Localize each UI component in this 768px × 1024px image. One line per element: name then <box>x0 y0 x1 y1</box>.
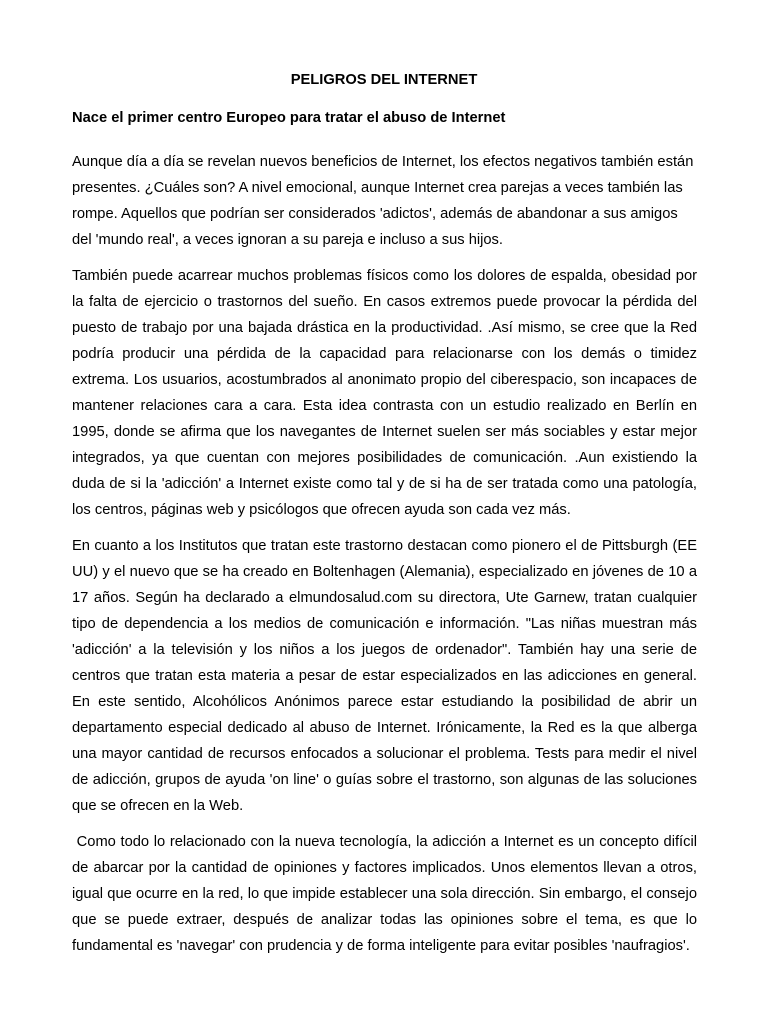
paragraph-2: También puede acarrear muchos problemas físicos como los dolores de espalda, obesidad por la falta de ejercicio o trastornos del sueño. En casos extremos puede provocar la pérdida del puesto de trabajo por una bajada drástica en la productividad. .Así mismo, se cree que la Red podría producir una pérdida de la capacidad para relacionarse con los demás o timidez extrema. Los usuarios, acostumbrados al anonimato propio del ciberespacio, son incapaces de mantener relaciones cara a cara. Esta idea contrasta con un estudio realizado en Berlín en 1995, donde se afirma que los navegantes de Internet suelen ser más sociables y estar mejor integrados, ya que cuentan con mejores posibilidades de comunicación. .Aun existiendo la duda de si la 'adicción' a Internet existe como tal y de si ha de ser tratada como una patología, los centros, páginas web y psicólogos que ofrecen ayuda son cada vez más. <box>72 268 697 518</box>
document-title: PELIGROS DEL INTERNET <box>290 72 478 88</box>
paragraph-1: Aunque día a día se revelan nuevos beneficios de Internet, los efectos negativos también están presentes. ¿Cuáles son? A nivel emocional, aunque Internet crea parejas a veces también las rompe. Aquellos que podrían ser considerados 'adictos', además de abandonar a sus amigos del 'mundo real', a veces ignoran a su pareja e incluso a sus hijos. <box>72 154 694 248</box>
document-body <box>72 149 702 969</box>
paragraph-4: Como todo lo relacionado con la nueva tecnología, la adicción a Internet es un concepto difícil de abarcar por la cantidad de opiniones y factores implicados. Unos elementos llevan a otros, igual que ocurre en la red, lo que impide establecer una sola dirección. Sin embargo, el consejo que se puede extraer, después de analizar todas las opiniones sobre el tema, es que lo fundamental es 'navegar' con prudencia y de forma inteligente para evitar posibles 'naufragios'. <box>72 834 702 954</box>
document-subtitle: Nace el primer centro Europeo para tratar el abuso de Internet <box>72 110 506 126</box>
paragraph-3: En cuanto a los Institutos que tratan este trastorno destacan como pionero el de Pittsburgh (EE UU) y el nuevo que se ha creado en Boltenhagen (Alemania), especializado en jóvenes de 10 a 17 años. Según ha declarado a elmundosalud.com su directora, Ute Garnew, tratan cualquier tipo de dependencia a los medios de comunicación e información. "Las niñas muestran más 'adicción' a la televisión y los niños a los juegos de ordenador". También hay una serie de centros que tratan esta materia a pesar de estar especializados en las adicciones en general. En este sentido, Alcohólicos Anónimos parece estar estudiando la posibilidad de abrir un departamento especial dedicado al abuso de Internet. Irónicamente, la Red es la que alberga una mayor cantidad de recursos enfocados a solucionar el problema. Tests para medir el nivel de adicción, grupos de ayuda 'on line' o guías sobre el trastorno, son algunas de las soluciones que se ofrecen en la Web. <box>72 538 697 814</box>
